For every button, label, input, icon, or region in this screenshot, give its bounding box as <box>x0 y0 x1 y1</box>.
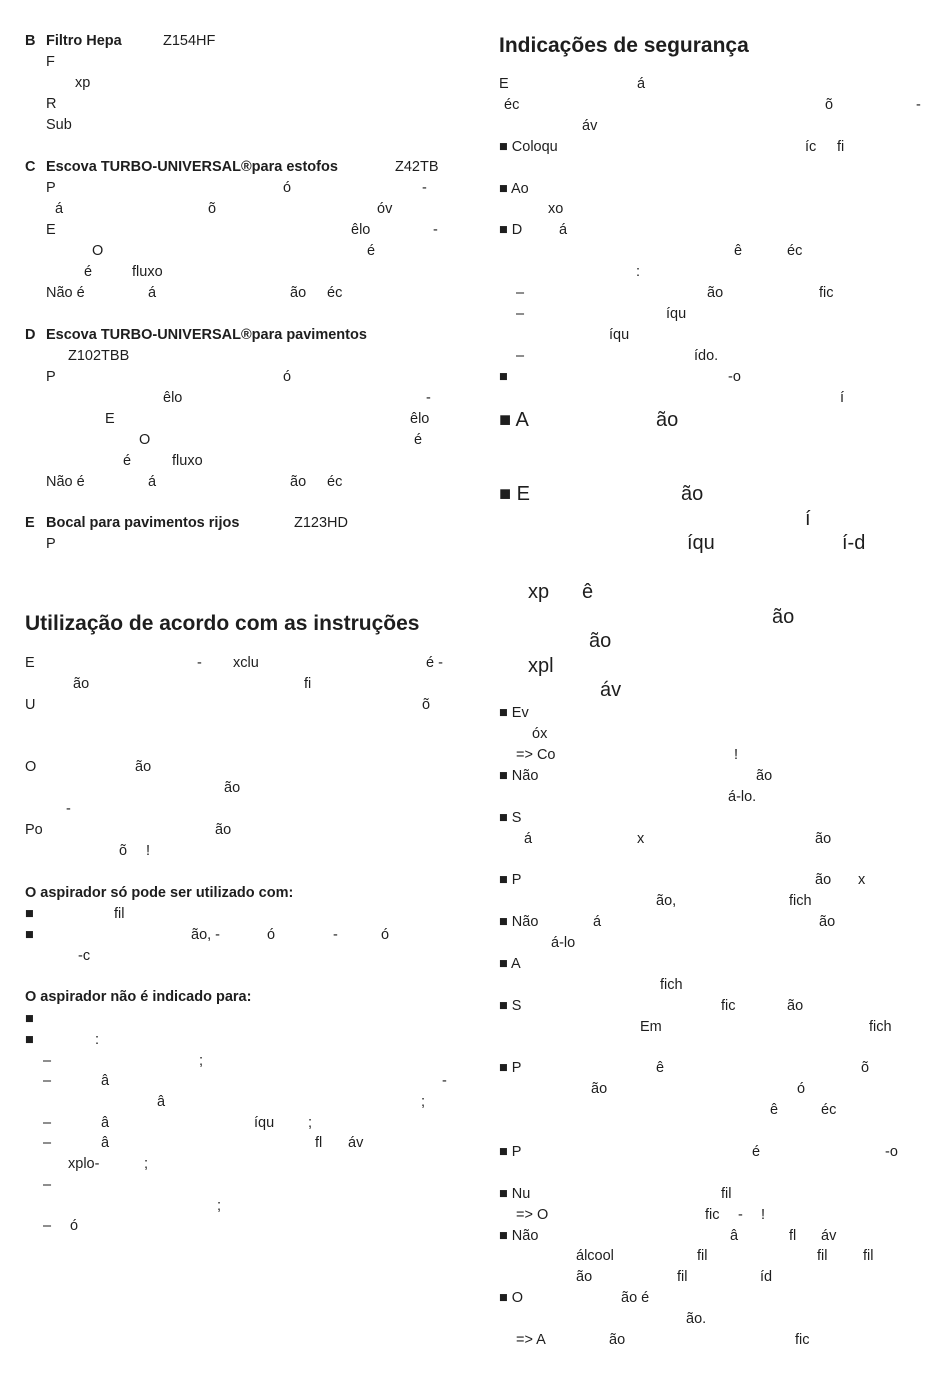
fragment: fluxo <box>172 453 203 469</box>
fragment: ó <box>797 1081 806 1097</box>
bullet-item: ■ P <box>499 1060 522 1076</box>
section-heading-safety: Indicações de segurança <box>499 34 749 57</box>
fragment: fic <box>705 1207 720 1223</box>
fragment: P <box>46 536 56 552</box>
fragment: xo <box>548 201 564 217</box>
fragment: fil <box>677 1269 688 1285</box>
fragment: õ <box>861 1060 870 1076</box>
fragment: Sub <box>46 117 72 133</box>
fragment: êlo <box>163 390 183 406</box>
fragment: é <box>414 432 423 448</box>
fragment: P <box>46 180 56 196</box>
fragment: í-d <box>842 532 866 554</box>
fragment: â <box>157 1094 166 1110</box>
fragment: éc <box>821 1102 837 1118</box>
fragment: áv <box>582 118 598 134</box>
fragment: ó <box>267 927 276 943</box>
fragment: fich <box>660 977 683 993</box>
fragment: O <box>25 759 37 775</box>
item-code: Z154HF <box>163 33 216 49</box>
fragment: fil <box>697 1248 708 1264</box>
dash-marker: – <box>516 306 525 322</box>
fragment: fil <box>817 1248 828 1264</box>
fragment: => A <box>516 1332 546 1348</box>
fragment: ão, <box>656 893 677 909</box>
fragment: ; <box>421 1094 426 1110</box>
bullet-item-large: ■ A <box>499 409 529 431</box>
dash-marker: – <box>516 348 525 364</box>
fragment: â <box>101 1073 110 1089</box>
fragment: ! <box>734 747 739 763</box>
bullet-item: ■ P <box>499 872 522 888</box>
fragment: - <box>197 655 202 671</box>
fragment: é <box>752 1144 761 1160</box>
item-letter: E <box>25 515 35 531</box>
bullet-item: ■ O <box>499 1290 524 1306</box>
fragment: fich <box>789 893 812 909</box>
fragment: ão <box>290 285 307 301</box>
fragment: ão <box>707 285 724 301</box>
fragment: Po <box>25 822 43 838</box>
fragment: éc <box>327 285 343 301</box>
bullet-item: ■ D <box>499 222 523 238</box>
fragment: ó <box>283 369 292 385</box>
fragment: ó <box>381 927 390 943</box>
fragment: á-lo. <box>728 789 757 805</box>
fragment: ê <box>656 1060 665 1076</box>
fragment: ê <box>770 1102 779 1118</box>
fragment: ó <box>70 1218 79 1234</box>
fragment: ! <box>146 843 151 859</box>
fragment: - <box>422 180 427 196</box>
fragment: xplo- <box>68 1156 100 1172</box>
fragment: í <box>805 508 811 530</box>
item-title: Escova TURBO-UNIVERSAL®para estofos <box>46 159 338 175</box>
bullet-item: ■ S <box>499 810 522 826</box>
fragment: íc <box>805 139 817 155</box>
fragment: íqu <box>687 532 715 554</box>
fragment: á <box>148 285 157 301</box>
item-code: Z42TB <box>395 159 439 175</box>
fragment: á <box>148 474 157 490</box>
bullet-item: ■ Coloqu <box>499 139 558 155</box>
fragment: ; <box>144 1156 149 1172</box>
fragment: õ <box>422 697 431 713</box>
fragment: fil <box>721 1186 732 1202</box>
fragment: E <box>46 222 56 238</box>
fragment: E <box>25 655 35 671</box>
fragment: ão é <box>621 1290 650 1306</box>
fragment: éc <box>787 243 803 259</box>
fragment: Não é <box>46 285 85 301</box>
fragment: óv <box>377 201 393 217</box>
fragment: fil <box>863 1248 874 1264</box>
fragment: ão <box>815 872 832 888</box>
fragment: E <box>105 411 115 427</box>
fragment: õ <box>208 201 217 217</box>
fragment: -c <box>78 948 91 964</box>
fragment: ó <box>283 180 292 196</box>
dash-marker: – <box>43 1218 52 1234</box>
fragment: é - <box>426 655 443 671</box>
fragment: íqu <box>609 327 630 343</box>
bullet-item: ■ Não <box>499 768 539 784</box>
fragment: â <box>730 1228 739 1244</box>
fragment: ê <box>734 243 743 259</box>
fragment: êlo <box>351 222 371 238</box>
fragment: ão <box>290 474 307 490</box>
fragment: ão <box>215 822 232 838</box>
item-letter: C <box>25 159 36 175</box>
fragment: ão <box>609 1332 626 1348</box>
bullet-item: ■ Não <box>499 914 539 930</box>
fragment: fic <box>721 998 736 1014</box>
fragment: => O <box>516 1207 549 1223</box>
item-code: Z123HD <box>294 515 348 531</box>
fragment: ão <box>815 831 832 847</box>
bullet-marker: ■ <box>25 1032 34 1048</box>
bullet-item: ■ P <box>499 1144 522 1160</box>
bullet-item: ■ S <box>499 998 522 1014</box>
fragment: ão <box>135 759 152 775</box>
fragment: íqu <box>254 1115 275 1131</box>
fragment: Não é <box>46 474 85 490</box>
fragment: O <box>92 243 104 259</box>
fragment: xpl <box>528 655 554 677</box>
fragment: - <box>433 222 438 238</box>
fragment: xclu <box>233 655 259 671</box>
fragment: íd <box>760 1269 773 1285</box>
fragment: ão <box>656 409 679 431</box>
fragment: óx <box>532 726 548 742</box>
fragment: ; <box>199 1053 204 1069</box>
fragment: á <box>559 222 568 238</box>
bullet-item: ■ Ao <box>499 181 529 197</box>
fragment: x <box>858 872 866 888</box>
fragment: U <box>25 697 36 713</box>
fragment: ão <box>772 606 795 628</box>
fragment: F <box>46 54 55 70</box>
fragment: ão <box>589 630 612 652</box>
section-heading-usage: Utilização de acordo com as instruções <box>25 612 420 635</box>
item-title: Filtro Hepa <box>46 33 122 49</box>
fragment: fic <box>819 285 834 301</box>
fragment: êlo <box>410 411 430 427</box>
fragment: fic <box>795 1332 810 1348</box>
fragment: R <box>46 96 57 112</box>
fragment: á <box>637 76 646 92</box>
fragment: á <box>593 914 602 930</box>
fragment: ! <box>761 1207 766 1223</box>
item-title: Bocal para pavimentos rijos <box>46 515 240 531</box>
fragment: é <box>84 264 93 280</box>
fragment: ão <box>756 768 773 784</box>
fragment: - <box>738 1207 743 1223</box>
fragment: éc <box>504 97 520 113</box>
fragment: ão <box>576 1269 593 1285</box>
fragment: ão <box>73 676 90 692</box>
fragment: -o <box>728 369 741 385</box>
bullet-item-large: ■ E <box>499 483 530 505</box>
fragment: - <box>426 390 431 406</box>
fragment: fil <box>114 906 125 922</box>
fragment: ê <box>582 581 594 603</box>
fragment: - <box>442 1073 447 1089</box>
fragment: ído. <box>694 348 719 364</box>
fragment: x <box>637 831 645 847</box>
fragment: é <box>123 453 132 469</box>
fragment: ão <box>224 780 241 796</box>
fragment: álcool <box>576 1248 614 1264</box>
dash-marker: – <box>43 1073 52 1089</box>
bullet-item: ■ Ev <box>499 705 529 721</box>
fragment: ; <box>217 1198 222 1214</box>
fragment: : <box>95 1032 100 1048</box>
fragment: fluxo <box>132 264 163 280</box>
dash-marker: – <box>43 1135 52 1151</box>
fragment: áv <box>600 679 622 701</box>
fragment: áv <box>821 1228 837 1244</box>
fragment: á <box>55 201 64 217</box>
item-letter: D <box>25 327 36 343</box>
fragment: - <box>916 97 921 113</box>
fragment: P <box>46 369 56 385</box>
bullet-item: ■ Não <box>499 1228 539 1244</box>
fragment: õ <box>119 843 128 859</box>
fragment: õ <box>825 97 834 113</box>
item-letter: B <box>25 33 36 49</box>
dash-marker: – <box>43 1115 52 1131</box>
bullet-marker: ■ <box>25 1011 34 1027</box>
dash-marker: – <box>43 1053 52 1069</box>
fragment: O <box>139 432 151 448</box>
fragment: ão. <box>686 1311 707 1327</box>
fragment: ão <box>819 914 836 930</box>
dash-marker: – <box>516 285 525 301</box>
fragment: : <box>636 264 641 280</box>
fragment: - <box>333 927 338 943</box>
fragment: fi <box>304 676 312 692</box>
bullet-marker: ■ <box>25 906 34 922</box>
item-title: Escova TURBO-UNIVERSAL®para pavimentos <box>46 327 367 343</box>
fragment: ão <box>787 998 804 1014</box>
fragment: ; <box>308 1115 313 1131</box>
fragment: ão <box>681 483 704 505</box>
bullet-marker: ■ <box>499 369 508 385</box>
fragment: fi <box>837 139 845 155</box>
dash-marker: – <box>43 1177 52 1193</box>
subheading-can: O aspirador só pode ser utilizado com: <box>25 885 294 901</box>
fragment: íqu <box>666 306 687 322</box>
fragment: fl <box>315 1135 323 1151</box>
fragment: ão <box>591 1081 608 1097</box>
fragment: á <box>524 831 533 847</box>
fragment: ão, - <box>191 927 221 943</box>
fragment: fl <box>789 1228 797 1244</box>
fragment: é <box>367 243 376 259</box>
bullet-item: ■ A <box>499 956 521 972</box>
fragment: - <box>66 801 71 817</box>
fragment: á-lo <box>551 935 576 951</box>
fragment: áv <box>348 1135 364 1151</box>
fragment: éc <box>327 474 343 490</box>
bullet-marker: ■ <box>25 927 34 943</box>
item-code: Z102TBB <box>68 348 130 364</box>
fragment: â <box>101 1115 110 1131</box>
subheading-cannot: O aspirador não é indicado para: <box>25 989 252 1005</box>
fragment: xp <box>75 75 91 91</box>
fragment: Em <box>640 1019 662 1035</box>
fragment: -o <box>885 1144 898 1160</box>
bullet-item: ■ Nu <box>499 1186 531 1202</box>
fragment: â <box>101 1135 110 1151</box>
fragment: => Co <box>516 747 556 763</box>
fragment: xp <box>528 581 550 603</box>
fragment: fich <box>869 1019 892 1035</box>
fragment: í <box>840 390 845 406</box>
fragment: E <box>499 76 509 92</box>
